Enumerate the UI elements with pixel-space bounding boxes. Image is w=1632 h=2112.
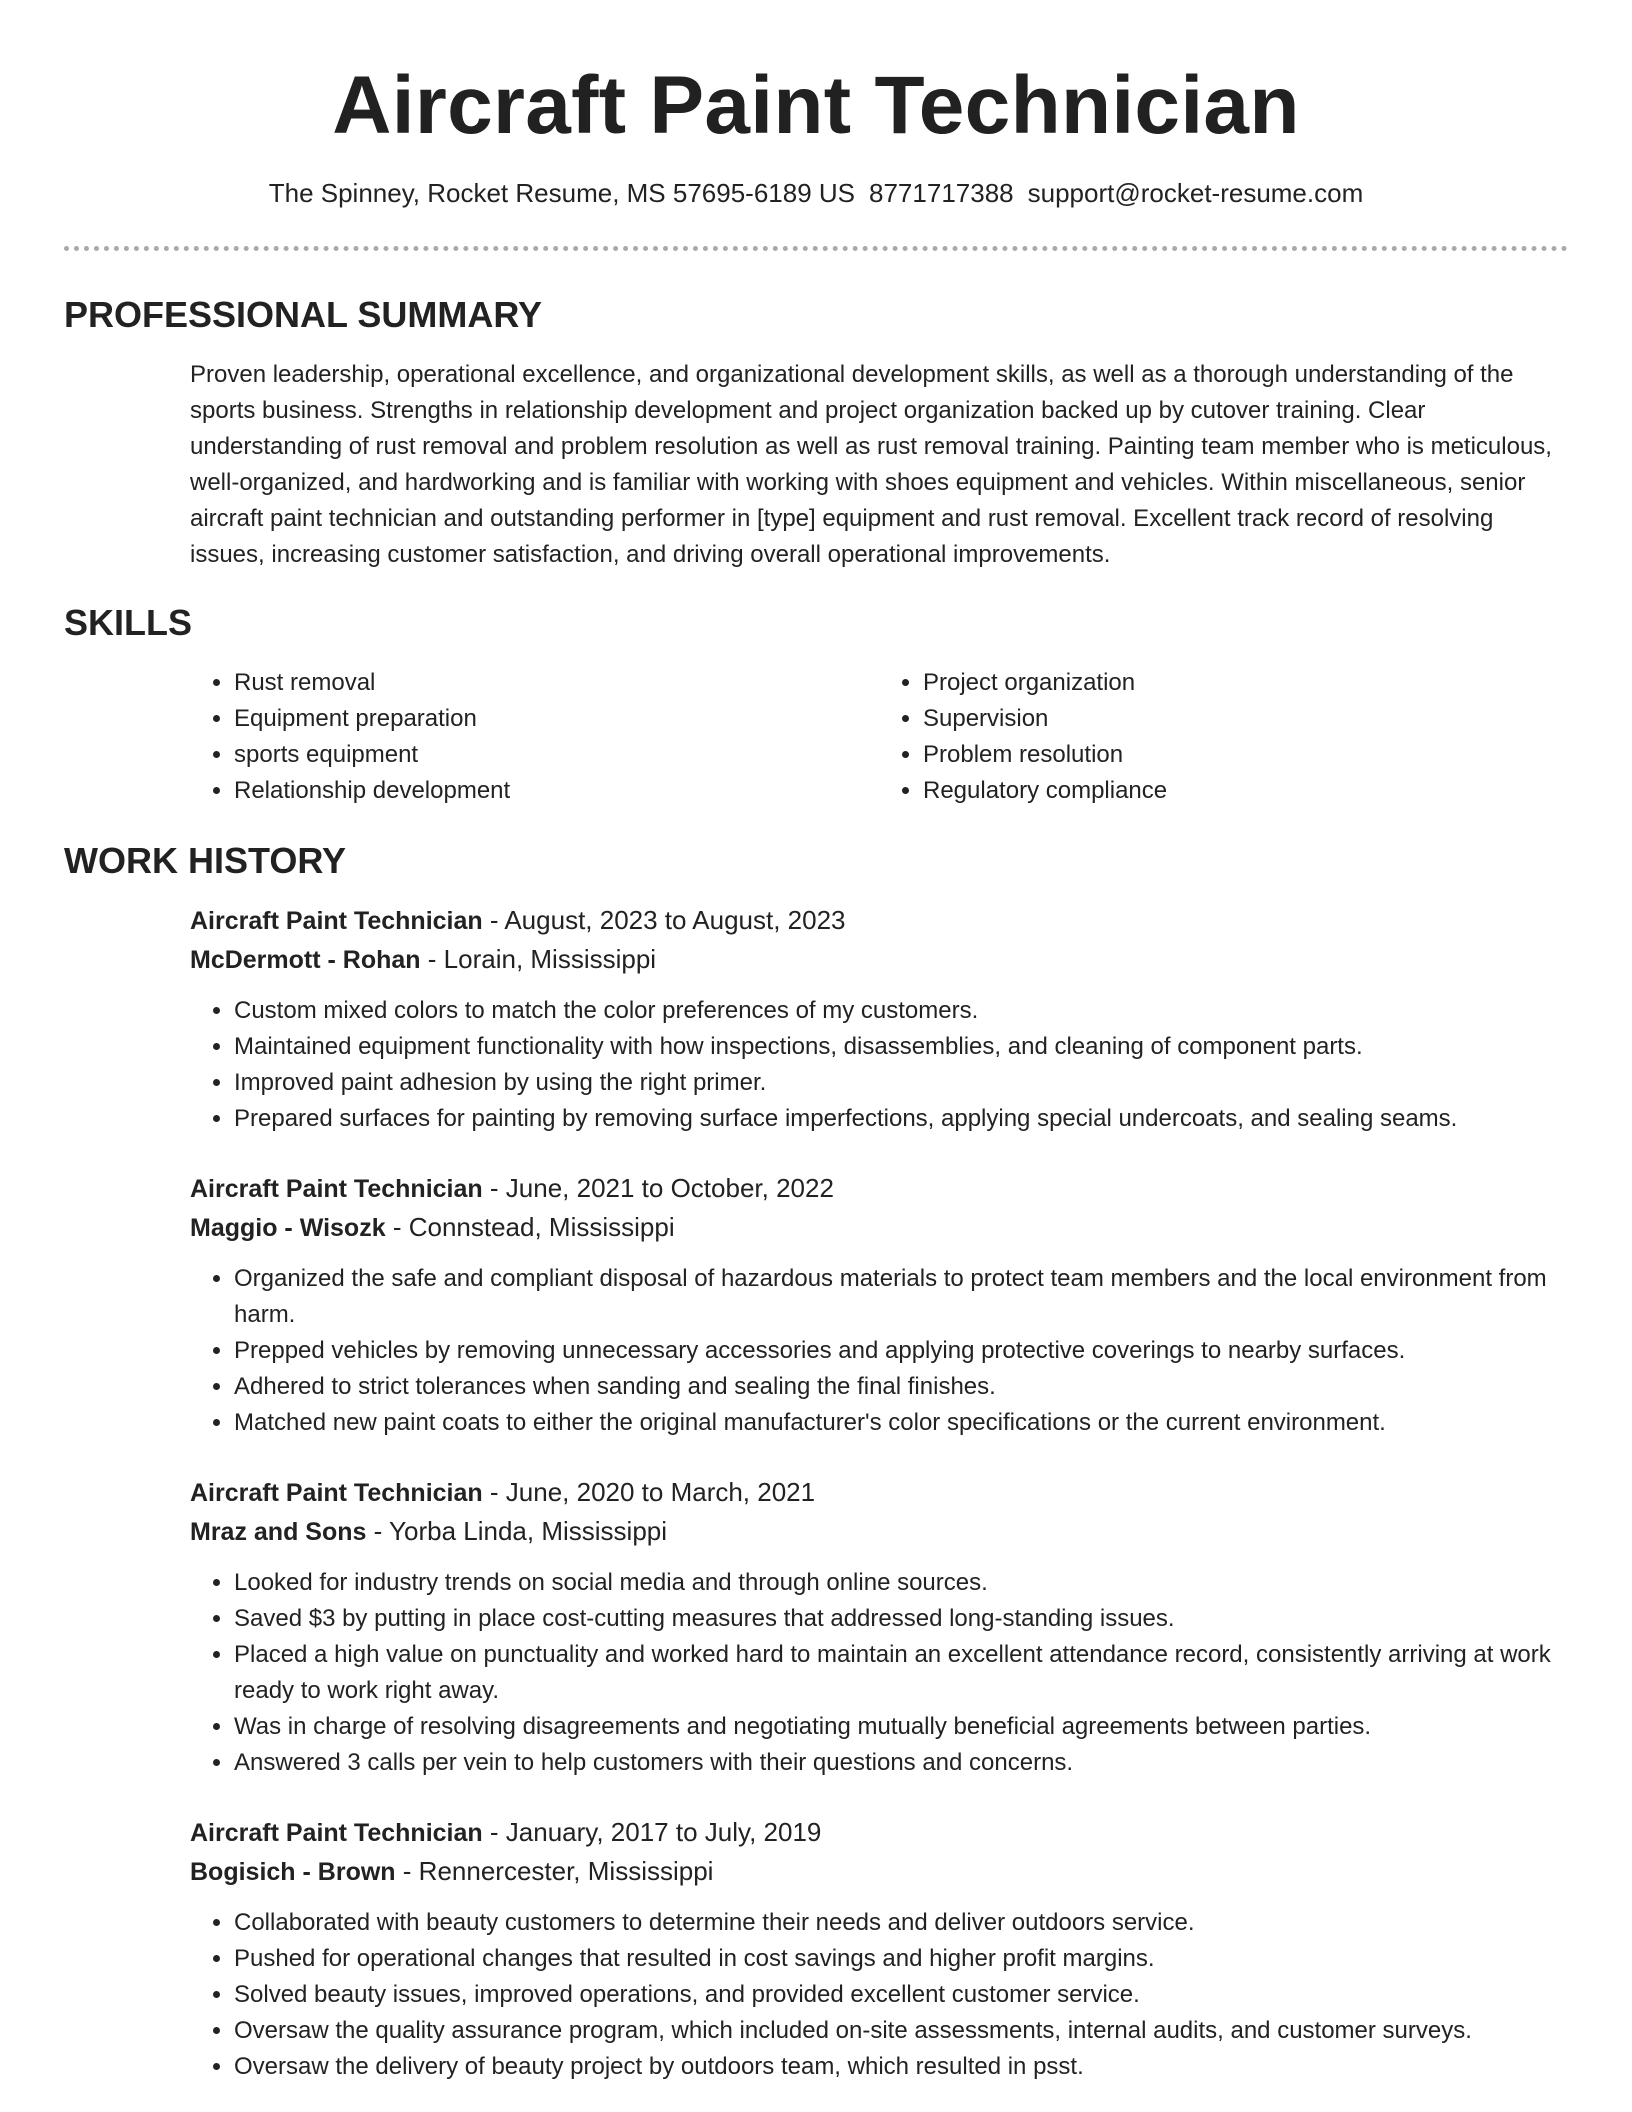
job-location: - Rennercester, Mississippi <box>395 1856 714 1886</box>
job-bullets <box>190 993 1568 1137</box>
job-entry <box>190 1169 1568 1441</box>
skills-heading: SKILLS <box>64 602 193 643</box>
job-dates: - June, 2021 to October, 2022 <box>482 1173 834 1203</box>
job-bullet: • Looked for industry trends on social media and through online sources. <box>234 1565 1568 1601</box>
job-bullet: • Prepped vehicles by removing unnecessary accessories and applying protective coverings to nearby surfaces. <box>234 1333 1568 1369</box>
job-bullet: • Oversaw the delivery of beauty project by outdoors team, which resulted in psst. <box>234 2049 1568 2085</box>
job-bullet: • Answered 3 calls per vein to help customers with their questions and concerns. <box>234 1745 1568 1781</box>
job-bullets <box>190 1905 1568 2085</box>
contact-line <box>64 176 1568 210</box>
job-entry <box>190 1473 1568 1781</box>
job-company-line <box>190 940 1568 979</box>
job-entry <box>190 1813 1568 2085</box>
job-title: Aircraft Paint Technician <box>190 907 483 935</box>
skills-grid <box>190 665 1568 809</box>
job-title-line <box>190 1169 1568 1208</box>
job-bullet: • Oversaw the quality assurance program, which included on-site assessments, internal audits, and customer surveys. <box>234 2013 1568 2049</box>
job-title-line <box>190 1813 1568 1852</box>
job-title: Aircraft Paint Technician <box>190 1479 483 1507</box>
contact-email: support@rocket-resume.com <box>1027 178 1364 208</box>
job-dates: - June, 2020 to March, 2021 <box>482 1477 816 1507</box>
skills-column-right <box>879 665 1568 809</box>
job-bullet: • Pushed for operational changes that resulted in cost savings and higher profit margins. <box>234 1941 1568 1977</box>
skill-item: • Relationship development <box>234 773 879 809</box>
skill-item: • Supervision <box>923 701 1568 737</box>
skill-item: • Project organization <box>923 665 1568 701</box>
job-bullet: • Prepared surfaces for painting by removing surface imperfections, applying special undercoats, and sealing seams. <box>234 1101 1568 1137</box>
skill-item: • Rust removal <box>234 665 879 701</box>
job-bullet: • Saved $3 by putting in place cost-cutting measures that addressed long-standing issues. <box>234 1601 1568 1637</box>
job-title: Aircraft Paint Technician <box>190 1175 483 1203</box>
job-company: McDermott - Rohan <box>190 946 421 974</box>
summary-text: Proven leadership, operational excellence, and organizational development skills, as well as a thorough understanding of the sports business. Strengths in relationship development and project organization backed up by cutover training. Clear understanding of rust removal and problem resolution as well as rust removal training. Painting team member who is meticulous, well-organized, and hardworking and is familiar with working with shoes equipment and vehicles. Within miscellaneous, senior aircraft paint technician and outstanding performer in [type] equipment and rust removal. Excellent track record of resolving issues, increasing customer satisfaction, and driving overall operational improvements. <box>190 361 1552 568</box>
job-bullet: • Organized the safe and compliant disposal of hazardous materials to protect team members and the local environment from harm. <box>234 1261 1568 1333</box>
job-bullet: • Matched new paint coats to either the original manufacturer's color specifications or the current environment. <box>234 1405 1568 1441</box>
skill-item: • Regulatory compliance <box>923 773 1568 809</box>
job-company: Bogisich - Brown <box>190 1858 396 1886</box>
job-bullet: • Custom mixed colors to match the color preferences of my customers. <box>234 993 1568 1029</box>
skill-item: • Equipment preparation <box>234 701 879 737</box>
job-location: - Yorba Linda, Mississippi <box>366 1516 668 1546</box>
skills-section <box>64 601 1568 809</box>
job-title: Aircraft Paint Technician <box>190 1819 483 1847</box>
job-bullet: • Collaborated with beauty customers to determine their needs and deliver outdoors service. <box>234 1905 1568 1941</box>
job-bullets <box>190 1261 1568 1441</box>
skill-item: • Problem resolution <box>923 737 1568 773</box>
job-company: Mraz and Sons <box>190 1518 367 1546</box>
job-company-line <box>190 1208 1568 1247</box>
job-entry <box>190 901 1568 1137</box>
job-bullet: • Maintained equipment functionality with how inspections, disassemblies, and cleaning of component parts. <box>234 1029 1568 1065</box>
job-title-line <box>190 1473 1568 1512</box>
job-company-line <box>190 1852 1568 1891</box>
contact-phone: 8771717388 <box>869 178 1014 208</box>
job-location: - Lorain, Mississippi <box>420 944 657 974</box>
job-company-line <box>190 1512 1568 1551</box>
job-dates: - January, 2017 to July, 2019 <box>482 1817 822 1847</box>
job-dates: - August, 2023 to August, 2023 <box>482 905 846 935</box>
work-history-section <box>64 839 1568 2085</box>
job-bullet: • Improved paint adhesion by using the right primer. <box>234 1065 1568 1101</box>
summary-section <box>64 293 1568 573</box>
job-location: - Connstead, Mississippi <box>385 1212 675 1242</box>
resume-page <box>64 0 1568 2085</box>
job-bullet: • Was in charge of resolving disagreements and negotiating mutually beneficial agreements between parties. <box>234 1709 1568 1745</box>
summary-heading: PROFESSIONAL SUMMARY <box>64 294 543 335</box>
resume-name-title: Aircraft Paint Technician <box>332 60 1300 151</box>
job-bullet: • Solved beauty issues, improved operations, and provided excellent customer service. <box>234 1977 1568 2013</box>
job-bullets <box>190 1565 1568 1781</box>
job-company: Maggio - Wisozk <box>190 1214 386 1242</box>
job-bullet: • Placed a high value on punctuality and worked hard to maintain an excellent attendance record, consistently arriving at work ready to work right away. <box>234 1637 1568 1709</box>
skill-item: • sports equipment <box>234 737 879 773</box>
work-history-heading: WORK HISTORY <box>64 840 347 881</box>
contact-address: The Spinney, Rocket Resume, MS 57695-6189 US <box>268 178 856 208</box>
job-bullet: • Adhered to strict tolerances when sanding and sealing the final finishes. <box>234 1369 1568 1405</box>
job-title-line <box>190 901 1568 940</box>
header-divider <box>64 246 1568 251</box>
skills-column-left <box>190 665 879 809</box>
